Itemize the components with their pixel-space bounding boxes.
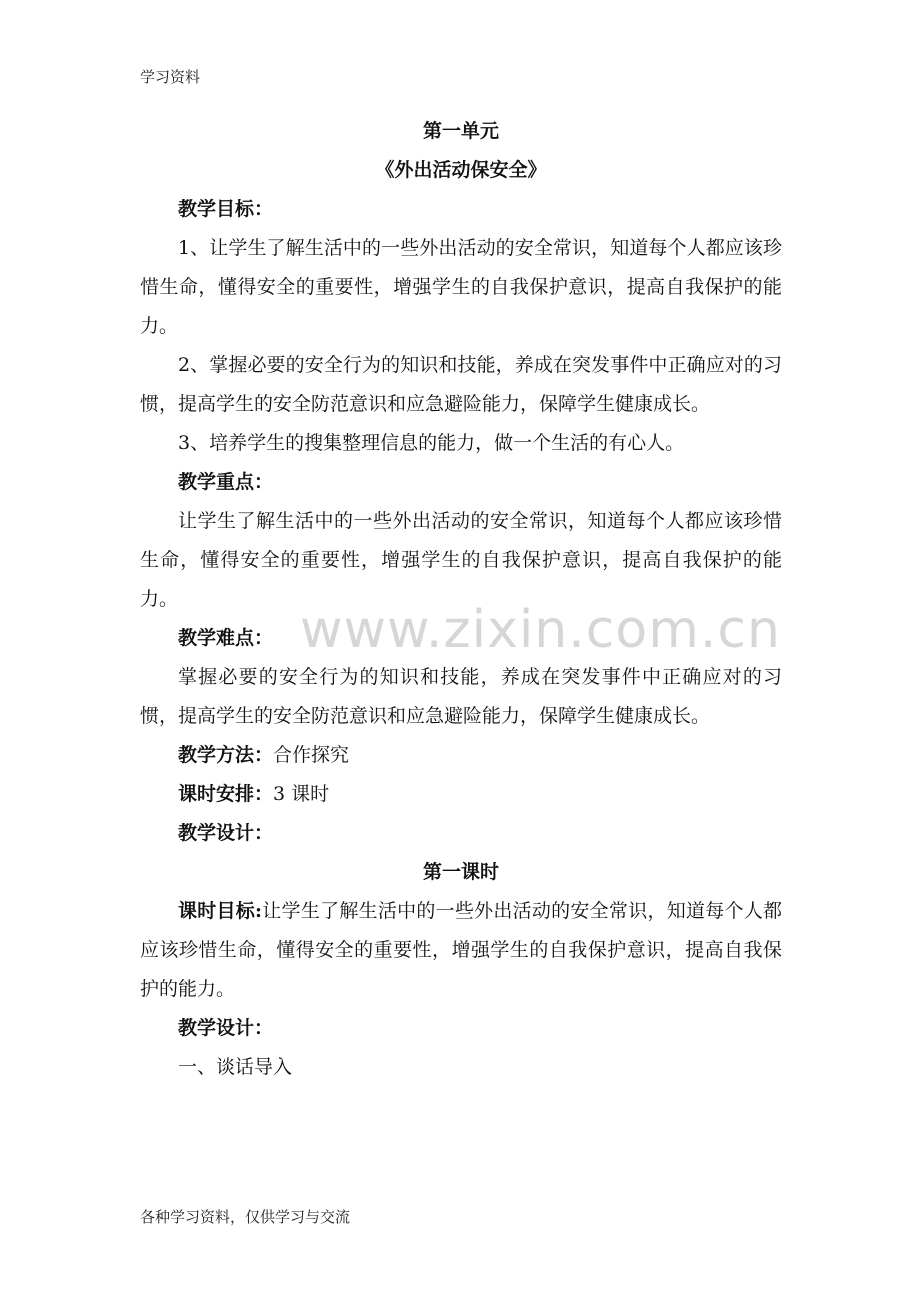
- lesson1-goal-text: 让学生了解生活中的一些外出活动的安全常识，知道每个人都应该珍惜生命，懂得安全的重要性，增强学生的自我保护意识，提高自我保护的能力。: [140, 900, 782, 1000]
- unit-title: 第一单元: [422, 120, 499, 142]
- step-1: 一、谈话导入: [178, 1056, 293, 1078]
- method-label: 教学方法：: [178, 744, 274, 766]
- page-header: 学习资料: [140, 68, 201, 86]
- design-heading-2: 教学设计：: [178, 1017, 274, 1039]
- lesson1-goal: [140, 892, 782, 1009]
- lesson1-goal-label: 课时目标:: [178, 900, 263, 922]
- schedule-line: [140, 775, 782, 814]
- schedule-value: 3 课时: [273, 783, 330, 805]
- objective-2: 2、掌握必要的安全行为的知识和技能，养成在突发事件中正确应对的习惯，提高学生的安全防范意识和应急避险能力，保障学生健康成长。: [140, 354, 782, 415]
- method-line: [140, 736, 782, 775]
- key-points-heading: 教学重点：: [178, 471, 274, 493]
- difficulties-heading: 教学难点：: [178, 627, 274, 649]
- schedule-label: 课时安排：: [178, 783, 274, 805]
- page-footer: 各种学习资料，仅供学习与交流: [140, 1208, 351, 1226]
- key-points-text: 让学生了解生活中的一些外出活动的安全常识，知道每个人都应该珍惜生命，懂得安全的重要性，增强学生的自我保护意识，提高自我保护的能力。: [140, 510, 782, 610]
- watermark: www.zixin.com.cn: [300, 600, 781, 660]
- method-value: 合作探究: [273, 744, 350, 766]
- objective-1: 1、让学生了解生活中的一些外出活动的安全常识，知道每个人都应该珍惜生命，懂得安全的重要性，增强学生的自我保护意识，提高自我保护的能力。: [140, 237, 782, 337]
- lesson1-title: 第一课时: [422, 861, 499, 883]
- difficulties-text: 掌握必要的安全行为的知识和技能，养成在突发事件中正确应对的习惯，提高学生的安全防范意识和应急避险能力，保障学生健康成长。: [140, 666, 782, 727]
- design-heading: 教学设计：: [178, 822, 274, 844]
- lesson-title: 《外出活动保安全》: [375, 159, 547, 181]
- document-body: [140, 112, 782, 1087]
- objectives-heading: 教学目标：: [178, 198, 274, 220]
- objective-3: 3、培养学生的搜集整理信息的能力，做一个生活的有心人。: [178, 432, 685, 454]
